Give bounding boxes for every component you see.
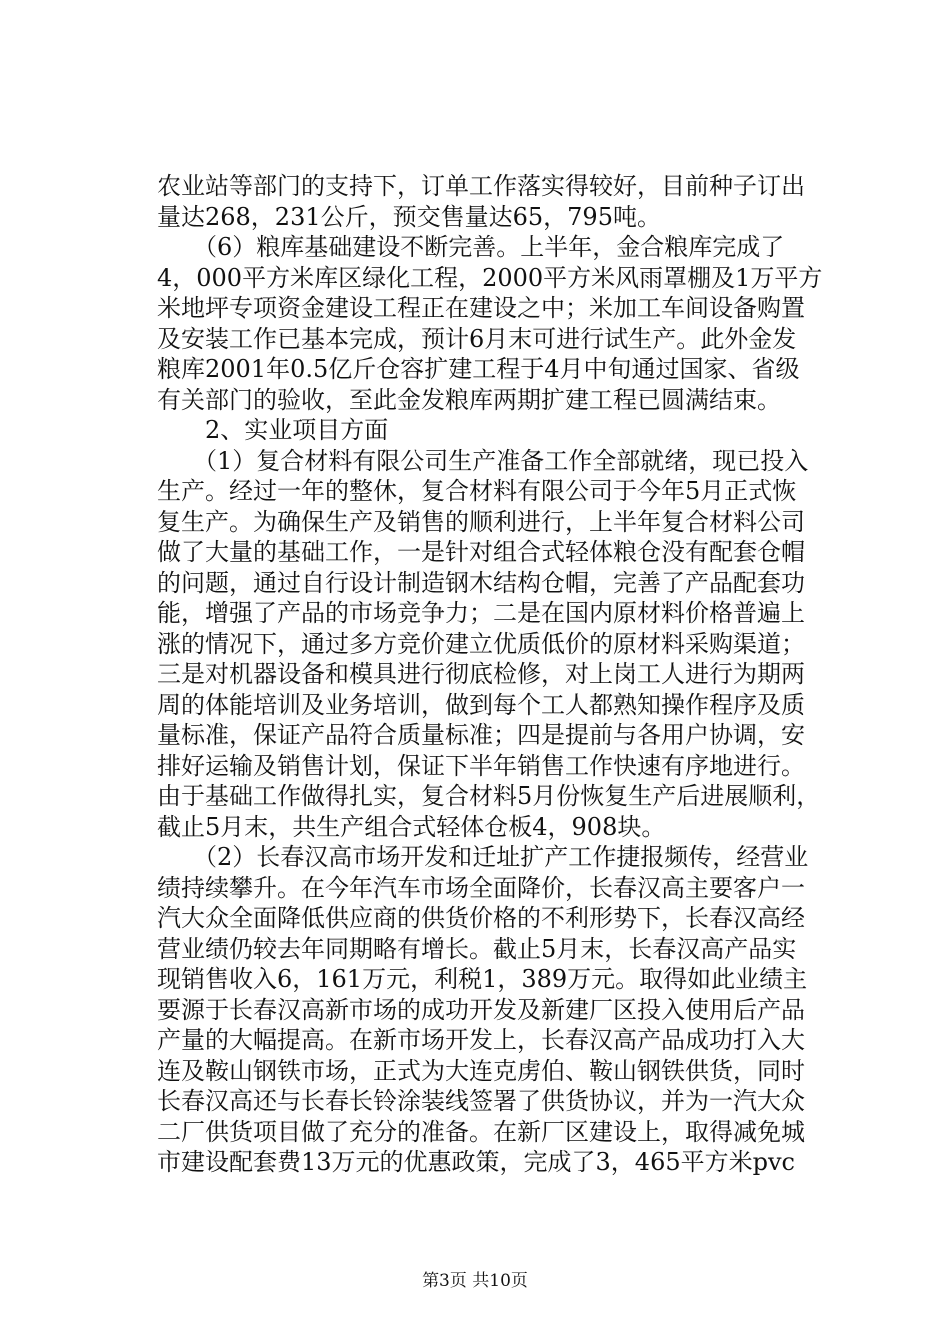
text-line: 量达268，231公斤，预交售量达65，795吨。 [157, 202, 661, 231]
text-line: 由于基础工作做得扎实，复合材料5月份恢复生产后进展顺利， [157, 782, 821, 810]
text-line: 做了大量的基础工作，一是针对组合式轻体粮仓没有配套仓帽 [157, 538, 805, 566]
text-line: 产量的大幅提高。在新市场开发上，长春汉高产品成功打入大 [157, 1026, 805, 1054]
text-line: 4，000平方米库区绿化工程，2000平方米风雨罩棚及1万平方 [157, 263, 823, 292]
text-line: 营业绩仍较去年同期略有增长。截止5月末，长春汉高产品实 [157, 934, 797, 963]
text-line: （2）长春汉高市场开发和迁址扩产工作捷报频传，经营业 [157, 843, 809, 871]
text-line: （1）复合材料有限公司生产准备工作全部就绪，现已投入 [157, 446, 809, 475]
text-line: 农业站等部门的支持下，订单工作落实得较好，目前种子订出 [157, 172, 805, 200]
text-line: 汽大众全面降低供应商的供货价格的不利形势下，长春汉高经 [157, 904, 805, 932]
text-line: 现销售收入6，161万元，利税1，389万元。取得如此业绩主 [157, 965, 808, 993]
text-line: 二厂供货项目做了充分的准备。在新厂区建设上，取得减免城 [157, 1117, 805, 1146]
text-line: 要源于长春汉高新市场的成功开发及新建厂区投入使用后产品 [157, 995, 805, 1024]
section-heading: 2、实业项目方面 [157, 416, 389, 444]
text-line: 米地坪专项资金建设工程正在建设之中；米加工车间设备购置 [157, 294, 805, 322]
text-line: （6）粮库基础建设不断完善。上半年，金合粮库完成了 [157, 233, 785, 261]
text-line: 能，增强了产品的市场竞争力；二是在国内原材料价格普遍上 [157, 599, 805, 627]
text-line: 有关部门的验收，至此金发粮库两期扩建工程已圆满结束。 [157, 385, 781, 414]
text-line: 绩持续攀升。在今年汽车市场全面降价，长春汉高主要客户一 [157, 873, 805, 902]
text-line: 市建设配套费13万元的优惠政策，完成了3，465平方米pvc [157, 1148, 795, 1176]
text-line: 涨的情况下，通过多方竞价建立优质低价的原材料采购渠道； [157, 629, 805, 658]
text-line: 生产。经过一年的整休，复合材料有限公司于今年5月正式恢 [157, 477, 797, 505]
text-line: 复生产。为确保生产及销售的顺利进行，上半年复合材料公司 [157, 507, 805, 536]
text-line: 量标准，保证产品符合质量标准；四是提前与各用户协调，安 [157, 721, 805, 749]
text-line: 的问题，通过自行设计制造钢木结构仓帽，完善了产品配套功 [157, 568, 805, 597]
body-text [157, 171, 823, 1178]
text-line: 连及鞍山钢铁市场，正式为大连克虏伯、鞍山钢铁供货，同时 [157, 1056, 805, 1085]
text-line: 周的体能培训及业务培训，做到每个工人都熟知操作程序及质 [157, 690, 805, 719]
page-footer: 第3页 共10页 [422, 1271, 528, 1291]
text-line: 三是对机器设备和模具进行彻底检修，对上岗工人进行为期两 [157, 660, 805, 688]
text-line: 截止5月末，共生产组合式轻体仓板4，908块。 [157, 812, 666, 841]
text-line: 及安装工作已基本完成，预计6月末可进行试生产。此外金发 [157, 324, 797, 353]
text-line: 排好运输及销售计划，保证下半年销售工作快速有序地进行。 [157, 751, 805, 780]
text-line: 长春汉高还与长春长铃涂装线签署了供货协议，并为一汽大众 [157, 1087, 805, 1115]
text-line: 粮库2001年0.5亿斤仓容扩建工程于4月中旬通过国家、省级 [157, 355, 800, 383]
